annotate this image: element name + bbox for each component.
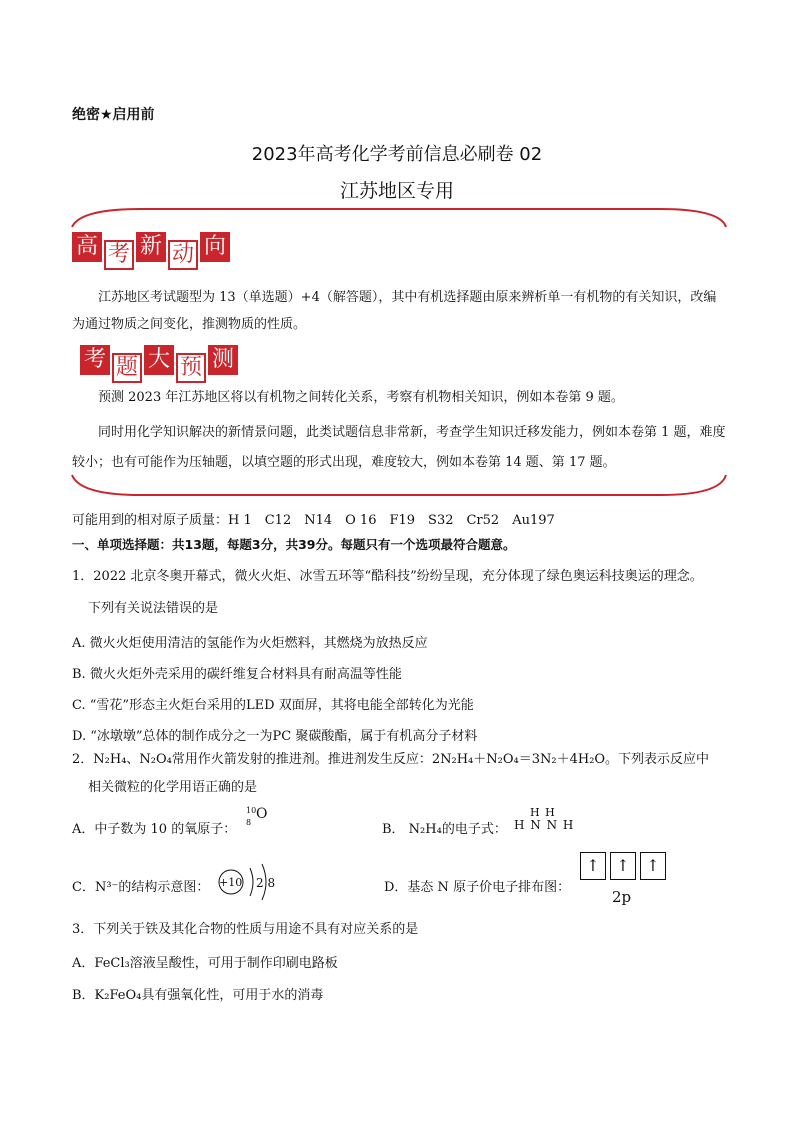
predict-tag bbox=[80, 345, 240, 383]
atomic-masses: 可能用到的相对原子质量：H 1 C12 N14 O 16 F19 S32 Cr52 Au197 bbox=[72, 513, 555, 528]
tag-char: 高 bbox=[72, 232, 102, 262]
orbital-label: 2p bbox=[612, 888, 632, 906]
q1-option-a: A. 微火火炬使用清洁的氢能作为火炬燃料，其燃烧为放热反应 bbox=[72, 636, 428, 651]
q2-option-b-formula: H N N H bbox=[514, 818, 575, 832]
page-title: 2023年高考化学考前信息必刷卷 02 bbox=[251, 144, 543, 165]
tag-char: 大 bbox=[144, 345, 174, 375]
q1-stem-2: 下列有关说法错误的是 bbox=[88, 601, 219, 616]
q2-option-b: B． N₂H₄的电子式： bbox=[382, 822, 507, 837]
tag-char: 新 bbox=[136, 232, 166, 262]
n3-shells: 2 8 bbox=[256, 876, 276, 890]
predict-text-2: 同时用化学知识解决的新情景问题，此类试题信息非常新，考查学生知识迁移发能力，例如本卷第 1 题，难度较小；也有可能作为压轴题，以填空题的形式出现，难度较大，例如本卷第 14 题、第 17 题。 bbox=[72, 425, 726, 470]
q2-option-d: D．基态 N 原子价电子排布图： bbox=[384, 880, 571, 895]
secret-label: 绝密★启用前 bbox=[72, 107, 155, 123]
q1-option-b: B. 微火火炬外壳采用的碳纤维复合材料具有耐高温等性能 bbox=[72, 667, 402, 682]
q2-option-b-top: H H bbox=[530, 806, 556, 819]
tag-char: 考 bbox=[80, 345, 110, 375]
q1-option-c: C. “雪花”形态主火炬台采用的LED 双面屏，其将电能全部转化为光能 bbox=[72, 698, 474, 713]
q2-stem: 2．N₂H₄、N₂O₄常用作火箭发射的推进剂。推进剂发生反应：2N₂H₄＋N₂O₄＝3N₂＋4H₂O。下列表示反应中 bbox=[72, 752, 710, 767]
q1-stem: 1．2022 北京冬奥开幕式，微火火炬、冰雪五环等“酷科技”纷纷呈现，充分体现了绿色奥运科技奥运的理念。 bbox=[72, 569, 703, 584]
section-heading: 一、单项选择题：共13题，每题3分，共39分。每题只有一个选项最符合题意。 bbox=[72, 537, 516, 552]
trend-text: 江苏地区考试题型为 13（单选题）+4（解答题），其中有机选择题由原来辨析单一有机物的有关知识，改编为通过物质之间变化，推测物质的性质。 bbox=[72, 290, 717, 332]
orbital-box: ↑ bbox=[580, 852, 606, 880]
tag-char: 考 bbox=[104, 240, 134, 270]
tag-char: 测 bbox=[208, 345, 238, 375]
q2-option-a-mass: 10 bbox=[246, 806, 257, 815]
tag-char: 动 bbox=[168, 240, 198, 270]
q2-option-c: C．N³⁻的结构示意图： bbox=[72, 880, 210, 895]
q2-option-a: A．中子数为 10 的氧原子： bbox=[72, 822, 237, 837]
tag-char: 向 bbox=[200, 232, 230, 262]
q3-option-a: A．FeCl₃溶液呈酸性，可用于制作印刷电路板 bbox=[72, 956, 338, 971]
orbital-box: ↑ bbox=[640, 852, 666, 880]
orbital-box: ↑ bbox=[610, 852, 636, 880]
q2-option-a-z: 8 bbox=[246, 818, 252, 827]
q1-option-d: D. “冰墩墩”总体的制作成分之一为PC 聚碳酸酯，属于有机高分子材料 bbox=[72, 729, 478, 744]
trend-tag bbox=[72, 232, 232, 270]
tag-char: 预 bbox=[176, 353, 206, 383]
q3-option-b: B．K₂FeO₄具有强氧化性，可用于水的消毒 bbox=[72, 988, 324, 1003]
q3-stem: 3．下列关于铁及其化合物的性质与用途不具有对应关系的是 bbox=[72, 922, 419, 937]
predict-text-1: 预测 2023 年江苏地区将以有机物之间转化关系，考察有机物相关知识，例如本卷第 9 题。 bbox=[98, 390, 624, 405]
tag-char: 题 bbox=[112, 353, 142, 383]
q2-stem-2: 相关微粒的化学用语正确的是 bbox=[88, 780, 258, 795]
q2-option-a-symbol: O bbox=[256, 806, 268, 822]
page-subtitle: 江苏地区专用 bbox=[339, 180, 454, 202]
n3-nucleus: +10 bbox=[219, 876, 243, 889]
